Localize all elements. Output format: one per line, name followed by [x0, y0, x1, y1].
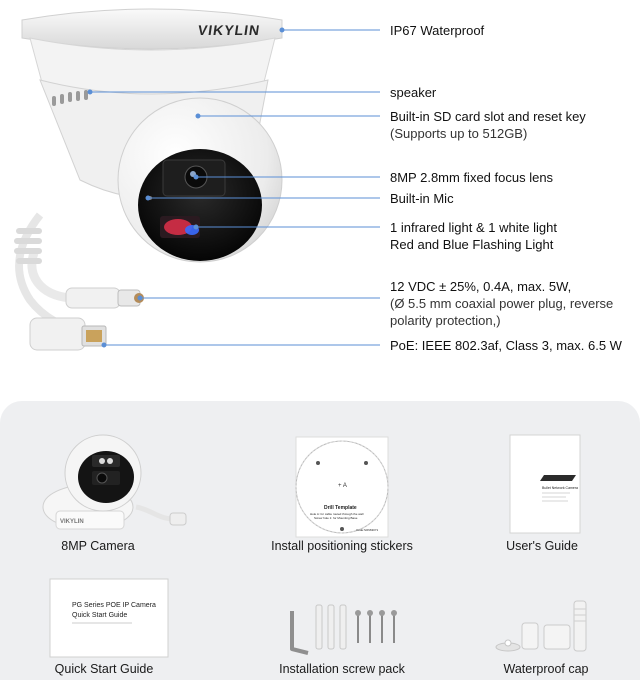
callout-power: 12 VDC ± 25%, 0.4A, max. 5W, (Ø 5.5 mm coaxial power plug, reverse polarity protection,) [390, 279, 614, 328]
svg-text:+ A: + A [338, 483, 347, 489]
package-item-label: Waterproof cap [503, 662, 589, 676]
package-item-waterproof-cap [456, 593, 636, 676]
svg-text:Screw hole 1: for Mounting Bas: Screw hole 1: for Mounting Base [314, 516, 358, 520]
users-guide-thumbnail [452, 411, 632, 537]
svg-text:Drill Template: Drill Template [324, 505, 357, 511]
dc-power-plug [66, 288, 144, 308]
svg-text:PG Series POE IP Camera: PG Series POE IP Camera [72, 602, 156, 609]
callout-speaker: speaker [390, 85, 437, 100]
svg-text:VIKYLIN: VIKYLIN [60, 519, 84, 525]
quick-start-thumbnail [14, 571, 194, 661]
brand-logo: VIKYLIN [196, 22, 262, 38]
svg-text:Bullet Network Camera: Bullet Network Camera [542, 486, 578, 490]
waterproof-cap-thumbnail [456, 593, 636, 661]
package-item-camera [8, 415, 188, 553]
svg-text:Quick Start Guide: Quick Start Guide [72, 612, 128, 619]
screw-pack-thumbnail [252, 591, 432, 661]
svg-text:Code:S0N63071: Code:S0N63071 [356, 528, 379, 532]
package-item-label: User's Guide [506, 539, 578, 553]
package-item-label: Install positioning stickers [271, 539, 413, 553]
package-item-screw-pack [252, 591, 432, 676]
package-item-quick-start [14, 571, 194, 676]
rj45-connector [30, 318, 106, 350]
package-item-users-guide [452, 411, 632, 553]
callout-sd-card: Built-in SD card slot and reset key (Supports up to 512GB) [390, 109, 586, 141]
drill-template-thumbnail [252, 409, 432, 539]
package-item-stickers [252, 409, 432, 553]
package-item-label: 8MP Camera [61, 539, 135, 553]
callout-waterproof: IP67 Waterproof [390, 23, 485, 38]
camera-thumbnail [8, 415, 188, 535]
package-contents-panel [0, 401, 640, 680]
callout-lights: 1 infrared light & 1 white light Red and Blue Flashing Light [390, 220, 557, 252]
svg-text:Hole A: for cable routed throu: Hole A: for cable routed through the wall [310, 512, 364, 516]
callout-lens: 8MP 2.8mm fixed focus lens [390, 170, 554, 185]
callout-poe: PoE: IEEE 802.3af, Class 3, max. 6.5 W [390, 338, 622, 353]
package-item-label: Installation screw pack [279, 662, 405, 676]
package-item-label: Quick Start Guide [54, 662, 154, 676]
callout-mic: Built-in Mic [390, 191, 454, 206]
